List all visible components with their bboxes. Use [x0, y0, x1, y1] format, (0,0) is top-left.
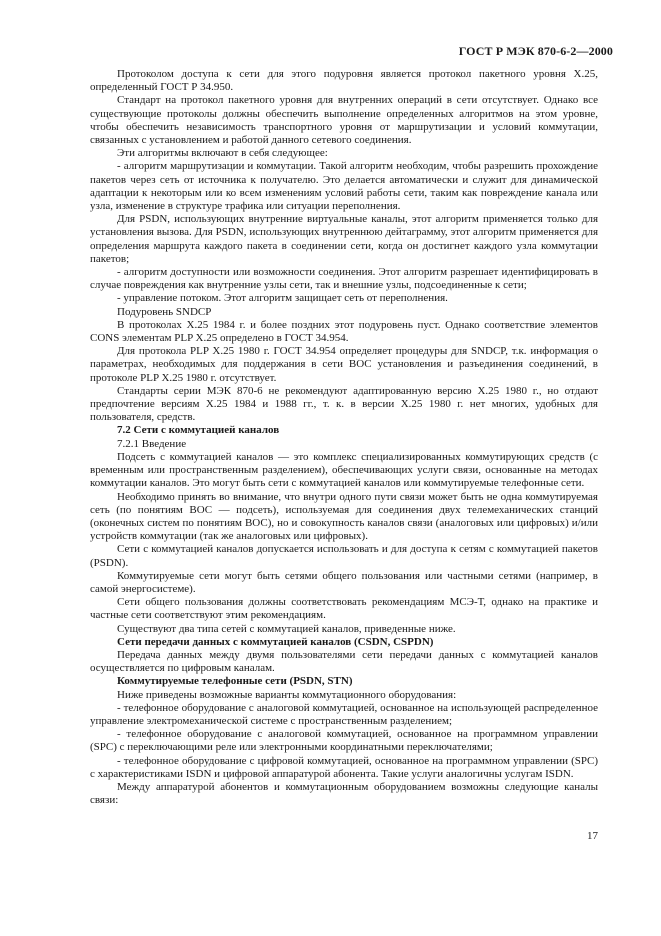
paragraph: Протоколом доступа к сети для этого подуровня является протокол пакетного уровня X.25, определенный ГОСТ Р 34.950. [90, 68, 598, 94]
document-header: ГОСТ Р МЭК 870-6-2—2000 [458, 44, 613, 58]
paragraph: Передача данных между двумя пользователями сети передачи данных с коммутацией каналов осуществляется по цифровым каналам. [90, 648, 598, 675]
paragraph: Подуровень SNDCP [117, 305, 212, 318]
paragraph: Между аппаратурой абонентов и коммутационным оборудованием возможны следующие каналы связи: [90, 780, 598, 807]
section-heading: Сети передачи данных с коммутацией каналов (CSDN, CSPDN) [117, 635, 434, 648]
paragraph: Необходимо принять во внимание, что внутри одного пути связи может быть не одна коммутируемая сеть (по понятиям ВОС — подсеть), используемая для соединения двух телемеханических станций (оконечных систем по понятиям ВОС), но и совокупность каналов связи (аналоговых или цифровых) и/или устройств коммутации (так же аналоговых или цифровых). [90, 490, 598, 543]
paragraph: Сети с коммутацией каналов допускается использовать и для доступа к сетям с коммутацией пакетов (PSDN). [90, 543, 598, 569]
paragraph: Существуют два типа сетей с коммутацией каналов, приведенные ниже. [117, 622, 456, 635]
paragraph: - алгоритм доступности или возможности соединения. Этот алгоритм разрешает идентифицировать в случае повреждения как внутренние узлы сети, так и внешние узлы, подсоединенные к сети; [90, 266, 598, 292]
paragraph: Сети общего пользования должны соответствовать рекомендациям МСЭ-Т, однако на практике и частные сети соответствуют этим рекомендациям. [90, 596, 598, 622]
paragraph: Эти алгоритмы включают в себя следующее: [117, 147, 328, 160]
paragraph: - алгоритм маршрутизации и коммутации. Такой алгоритм необходим, чтобы разрешить прохождение пакетов через сеть от источника к получателю. Это делается автоматически и служит для динамической адаптации к некоторым или ко всем изменениям условий работы сети, таким как повреждение канала или узла, изменение в структуре трафика или ситуации переполнения. [90, 160, 598, 213]
paragraph: Для PSDN, использующих внутренние виртуальные каналы, этот алгоритм применяется только для установления вызова. Для PSDN, использующих внутреннюю дейтаграмму, этот алгоритм применяется для определения маршрута каждого пакета в соединении сети, когда он достигнет каждого узла коммутации пакетов; [90, 213, 598, 265]
paragraph: 7.2.1 Введение [117, 437, 187, 450]
paragraph: Стандарты серии МЭК 870-6 не рекомендуют адаптированную версию X.25 1980 г., но отдают предпочтение версиям X.25 1984 и 1988 гг., т. к. в версии X.25 1980 г. нет многих, удобных для пользователя, средств. [90, 384, 598, 424]
paragraph: - управление потоком. Этот алгоритм защищает сеть от переполнения. [117, 292, 448, 305]
paragraph: Стандарт на протокол пакетного уровня для внутренних операций в сети отсутствует. Однако все существующие протоколы должны обеспечить выполнение определенных алгоритмов на этом уровне, чтобы обеспечить независимость транспортного уровня от маршрутизации и условий коммутации, связанных с установлением и работой данного сетевого соединения. [90, 94, 598, 147]
paragraph: Подсеть с коммутацией каналов — это комплекс специализированных коммутирующих средств (с временным или пространственным разделением), обеспечивающих услуги связи, основанные на методах коммутации каналов. Это могут быть сети с коммутацией каналов или коммутируемые телефонные сети. [90, 450, 598, 490]
paragraph: Коммутируемые сети могут быть сетями общего пользования или частными сетями (например, в самой энергосистеме). [90, 569, 598, 595]
section-heading: 7.2 Сети с коммутацией каналов [117, 424, 280, 437]
document-body [90, 68, 598, 807]
paragraph: - телефонное оборудование с аналоговой коммутацией, основанное на использующей распределенное управление электромеханической системе с пространственным разделением; [90, 701, 598, 727]
paragraph: - телефонное оборудование с цифровой коммутацией, основанное на программном управлении (SPC) с характеристиками ISDN и цифровой аппаратурой абонента. Такие услуги аналогичны услугам ISDN. [90, 754, 598, 780]
paragraph: Ниже приведены возможные варианты коммутационного оборудования: [117, 688, 457, 701]
page-number: 17 [587, 830, 598, 842]
paragraph: Для протокола PLP X.25 1980 г. ГОСТ 34.954 определяет процедуры для SNDCP, т.к. информация о параметрах, необходимых для поддержания в сети ВОС установления и разъединения соединений, в протоколе PLP X.25 1980 г. отсутствует. [90, 345, 598, 384]
paragraph: В протоколах X.25 1984 г. и более поздних этот подуровень пуст. Однако соответствие элементов CONS элементам PLP X.25 определено в ГОСТ 34.954. [90, 318, 598, 345]
paragraph: - телефонное оборудование с аналоговой коммутацией, основанное на программном управлении (SPC) с переключающими реле или электронными координатными переключателями; [90, 728, 598, 754]
section-heading: Коммутируемые телефонные сети (PSDN, STN) [117, 675, 353, 688]
